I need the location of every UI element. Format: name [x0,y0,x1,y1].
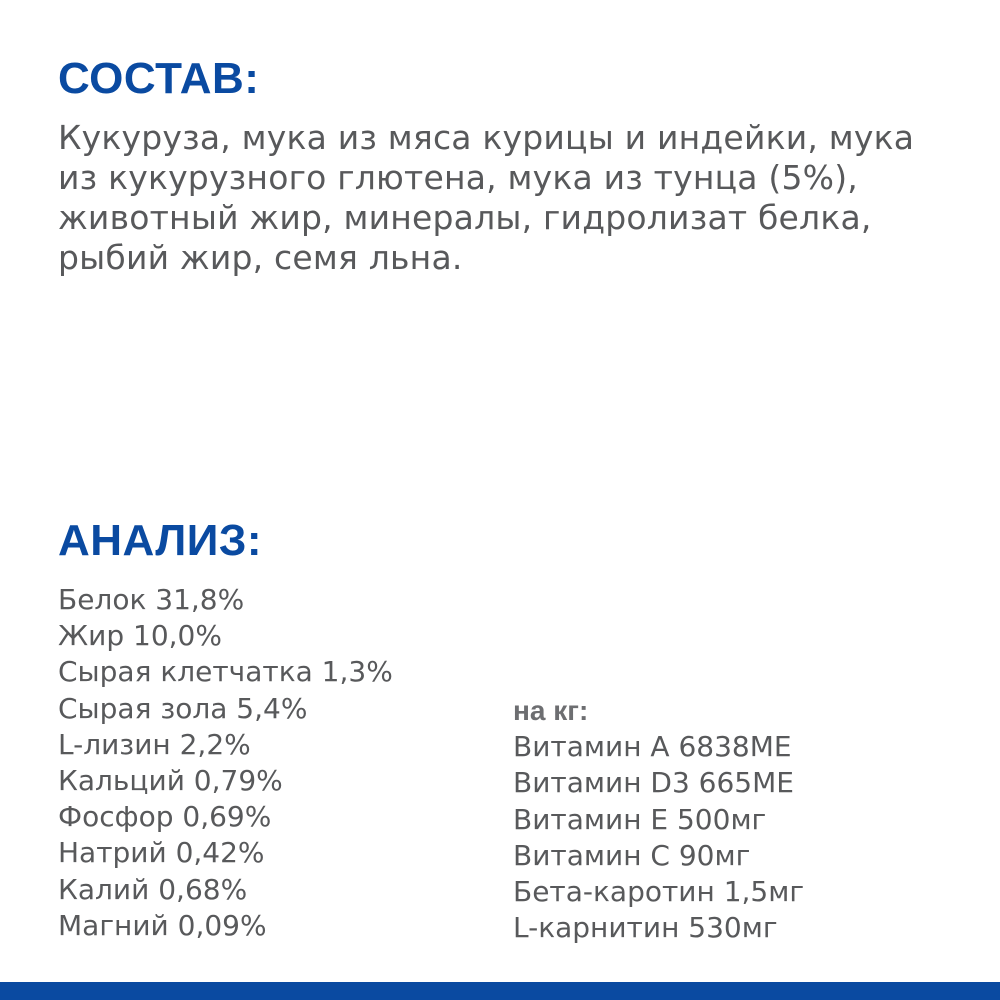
footer-bar [0,982,1000,1000]
analysis-item-fat: Жир 10,0% [58,619,222,653]
per-kg-item-beta-carotene: Бета-каротин 1,5мг [513,875,805,909]
analysis-heading: АНАЛИЗ: [58,516,263,565]
composition-heading: СОСТАВ: [58,54,260,103]
per-kg-item-vitamin-d3: Витамин D3 665МЕ [513,766,794,800]
analysis-item-phosphorus: Фосфор 0,69% [58,800,272,834]
analysis-list [58,582,393,944]
analysis-item-sodium: Натрий 0,42% [58,836,265,870]
per-kg-title: на кг: [513,695,589,726]
analysis-item-lysine: L-лизин 2,2% [58,727,251,761]
analysis-item-protein: Белок 31,8% [58,583,245,616]
analysis-item-potassium: Калий 0,68% [58,872,248,906]
per-kg-item-vitamin-c: Витамин С 90мг [513,838,751,872]
analysis-item-fiber: Сырая клетчатка 1,3% [58,655,393,689]
per-kg-item-vitamin-e: Витамин Е 500мг [513,802,767,836]
per-kg-item-l-carnitine: L-карнитин 530мг [513,911,778,945]
analysis-item-ash: Сырая зола 5,4% [58,691,308,725]
per-kg-section [513,693,804,946]
analysis-item-magnesium: Магний 0,09% [58,908,267,942]
per-kg-item-vitamin-a: Витамин А 6838МЕ [513,730,792,764]
analysis-item-calcium: Кальций 0,79% [58,764,283,798]
composition-text: Кукуруза, мука из мяса курицы и индейки, мука из кукурузного глютена, мука из тунца (5%), животный жир, минералы, гидролизат белка, рыбий жир, семя льна. [58,118,915,277]
per-kg-list [513,729,804,946]
